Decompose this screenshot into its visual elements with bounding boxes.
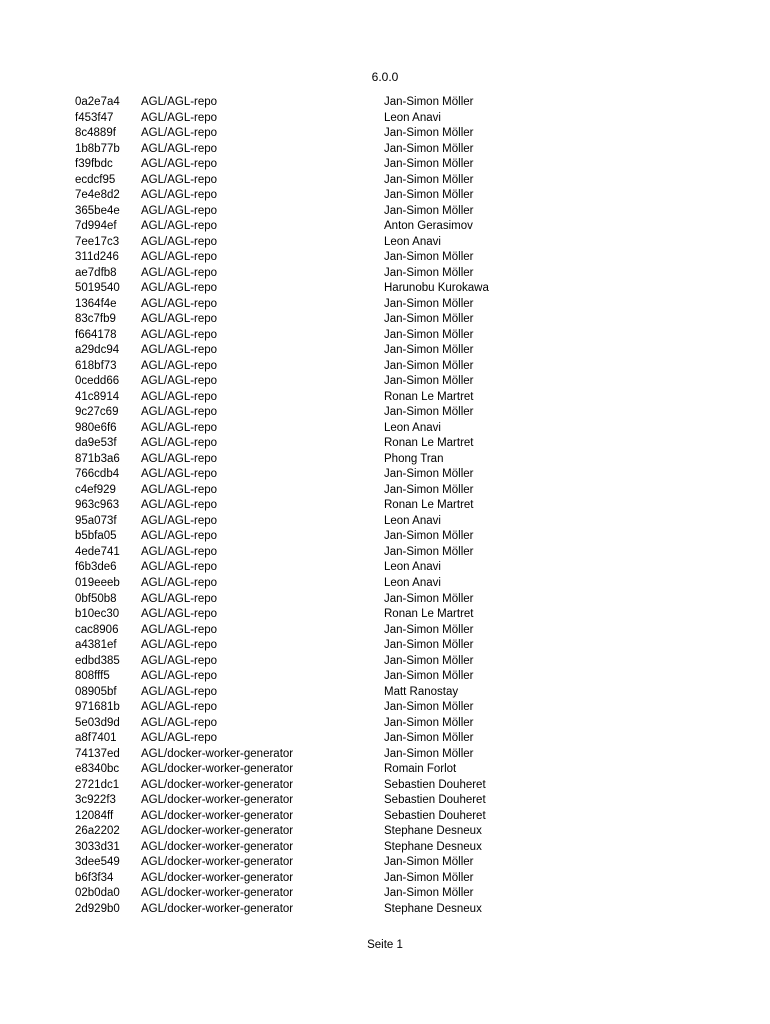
commit-hash: e8340bc [75, 763, 120, 776]
commit-hash: b6f3f34 [75, 871, 114, 884]
author-name: Leon Anavi [384, 514, 441, 527]
author-name: Jan-Simon Möller [384, 592, 474, 605]
version-title: 6.0.0 [371, 70, 399, 84]
commit-hash: edbd385 [75, 654, 120, 667]
commit-hash: 963c963 [75, 499, 120, 512]
author-name: Jan-Simon Möller [384, 468, 474, 481]
author-name: Jan-Simon Möller [384, 173, 474, 186]
author-name: Jan-Simon Möller [384, 127, 474, 140]
repository-name: AGL/AGL-repo [141, 639, 218, 652]
author-name: Anton Gerasimov [384, 220, 473, 233]
commit-hash: 5019540 [75, 282, 120, 295]
repository-name: AGL/AGL-repo [141, 701, 218, 714]
repository-name: AGL/AGL-repo [141, 561, 218, 574]
repository-name: AGL/AGL-repo [141, 204, 218, 217]
repository-name: AGL/AGL-repo [141, 375, 218, 388]
repository-name: AGL/AGL-repo [141, 437, 218, 450]
repository-name: AGL/AGL-repo [141, 266, 218, 279]
commit-hash: 0cedd66 [75, 375, 120, 388]
repository-name: AGL/AGL-repo [141, 670, 218, 683]
repository-name: AGL/AGL-repo [141, 468, 218, 481]
commit-hash: cac8906 [75, 623, 119, 636]
author-name: Jan-Simon Möller [384, 887, 474, 900]
author-name: Ronan Le Martret [384, 608, 474, 621]
repository-name: AGL/AGL-repo [141, 235, 218, 248]
commit-hash: 980e6f6 [75, 421, 117, 434]
commit-hash: 8c4889f [75, 127, 116, 140]
commit-hash: 2d929b0 [75, 902, 120, 915]
repository-name: AGL/docker-worker-generator [141, 809, 294, 822]
author-name: Leon Anavi [384, 561, 441, 574]
commit-hash: a8f7401 [75, 732, 117, 745]
author-name: Jan-Simon Möller [384, 297, 474, 310]
author-name: Jan-Simon Möller [384, 344, 474, 357]
commit-hash: 0a2e7a4 [75, 96, 120, 108]
page-number: Seite 1 [367, 939, 403, 951]
author-name: Jan-Simon Möller [384, 856, 474, 869]
author-name: Jan-Simon Möller [384, 530, 474, 543]
commit-hash: 12084ff [75, 809, 114, 822]
commit-hash: 74137ed [75, 747, 120, 760]
repository-name: AGL/AGL-repo [141, 421, 218, 434]
repository-name: AGL/AGL-repo [141, 142, 218, 155]
commit-hash: 08905bf [75, 685, 117, 698]
commit-hash: b5bfa05 [75, 530, 117, 543]
commit-hash: a4381ef [75, 639, 117, 652]
author-name: Jan-Simon Möller [384, 251, 474, 264]
author-name: Sebastien Douheret [384, 794, 486, 807]
author-name: Matt Ranostay [384, 685, 459, 698]
repository-name: AGL/AGL-repo [141, 359, 218, 372]
page-footer [0, 938, 770, 953]
repository-name: AGL/docker-worker-generator [141, 840, 294, 853]
repository-name: AGL/docker-worker-generator [141, 887, 294, 900]
commit-hash: 365be4e [75, 204, 120, 217]
repository-name: AGL/docker-worker-generator [141, 778, 294, 791]
author-name: Jan-Simon Möller [384, 483, 474, 496]
author-name: Jan-Simon Möller [384, 266, 474, 279]
commit-hash: 766cdb4 [75, 468, 120, 481]
repository-name: AGL/AGL-repo [141, 499, 218, 512]
repository-name: AGL/docker-worker-generator [141, 856, 294, 869]
commit-hash: 2721dc1 [75, 778, 120, 791]
author-name: Leon Anavi [384, 421, 441, 434]
commit-hash: da9e53f [75, 437, 117, 450]
repository-name: AGL/AGL-repo [141, 96, 218, 108]
author-name: Jan-Simon Möller [384, 654, 474, 667]
commit-hash: 7ee17c3 [75, 235, 120, 248]
repository-name: AGL/AGL-repo [141, 716, 218, 729]
commit-hash: 971681b [75, 701, 120, 714]
repository-name: AGL/docker-worker-generator [141, 871, 294, 884]
author-name: Sebastien Douheret [384, 778, 486, 791]
repository-name: AGL/AGL-repo [141, 576, 218, 589]
author-name: Jan-Simon Möller [384, 639, 474, 652]
commit-hash: f453f47 [75, 111, 114, 124]
commit-hash: 871b3a6 [75, 452, 120, 465]
author-name: Jan-Simon Möller [384, 96, 474, 108]
repository-name: AGL/AGL-repo [141, 282, 218, 295]
author-name: Jan-Simon Möller [384, 204, 474, 217]
commit-hash: 3c922f3 [75, 794, 116, 807]
commit-hash: 83c7fb9 [75, 313, 116, 326]
author-name: Jan-Simon Möller [384, 716, 474, 729]
repository-name: AGL/AGL-repo [141, 406, 218, 419]
author-name: Jan-Simon Möller [384, 732, 474, 745]
repository-name: AGL/docker-worker-generator [141, 747, 294, 760]
author-name: Leon Anavi [384, 111, 441, 124]
commit-hash: b10ec30 [75, 608, 120, 621]
author-name: Ronan Le Martret [384, 390, 474, 403]
commit-hash: 3dee549 [75, 856, 120, 869]
author-name: Jan-Simon Möller [384, 545, 474, 558]
author-name: Jan-Simon Möller [384, 158, 474, 171]
repository-name: AGL/AGL-repo [141, 313, 218, 326]
commit-hash: 4ede741 [75, 545, 120, 558]
repository-name: AGL/AGL-repo [141, 452, 218, 465]
commit-hash: 41c8914 [75, 390, 120, 403]
author-name: Jan-Simon Möller [384, 142, 474, 155]
commit-hash: a29dc94 [75, 344, 120, 357]
commit-hash: 0bf50b8 [75, 592, 117, 605]
author-name: Jan-Simon Möller [384, 375, 474, 388]
repository-name: AGL/AGL-repo [141, 483, 218, 496]
repository-name: AGL/AGL-repo [141, 608, 218, 621]
author-name: Jan-Simon Möller [384, 747, 474, 760]
author-name: Leon Anavi [384, 235, 441, 248]
commit-hash: 5e03d9d [75, 716, 120, 729]
author-name: Sebastien Douheret [384, 809, 486, 822]
commit-hash: f6b3de6 [75, 561, 117, 574]
author-name: Jan-Simon Möller [384, 189, 474, 202]
commit-hash: 7d994ef [75, 220, 117, 233]
author-name: Harunobu Kurokawa [384, 282, 489, 295]
commit-hash: c4ef929 [75, 483, 116, 496]
repository-name: AGL/AGL-repo [141, 297, 218, 310]
page-header [0, 70, 770, 85]
repository-name: AGL/AGL-repo [141, 127, 218, 140]
repository-name: AGL/AGL-repo [141, 592, 218, 605]
commit-hash: 3033d31 [75, 840, 120, 853]
repository-name: AGL/AGL-repo [141, 654, 218, 667]
commit-hash: 1b8b77b [75, 142, 120, 155]
repository-name: AGL/AGL-repo [141, 173, 218, 186]
author-name: Jan-Simon Möller [384, 328, 474, 341]
repository-name: AGL/AGL-repo [141, 390, 218, 403]
repository-name: AGL/AGL-repo [141, 732, 218, 745]
repository-name: AGL/AGL-repo [141, 545, 218, 558]
commit-hash: 808fff5 [75, 670, 110, 683]
repository-name: AGL/docker-worker-generator [141, 825, 294, 838]
repository-name: AGL/AGL-repo [141, 685, 218, 698]
repository-name: AGL/AGL-repo [141, 530, 218, 543]
commit-hash: 311d246 [75, 251, 119, 264]
author-name: Jan-Simon Möller [384, 871, 474, 884]
repository-name: AGL/AGL-repo [141, 514, 218, 527]
author-name: Jan-Simon Möller [384, 406, 474, 419]
commit-hash: 7e4e8d2 [75, 189, 120, 202]
author-name: Stephane Desneux [384, 902, 482, 915]
author-name: Stephane Desneux [384, 840, 482, 853]
repository-name: AGL/AGL-repo [141, 623, 218, 636]
repository-name: AGL/AGL-repo [141, 189, 218, 202]
author-name: Stephane Desneux [384, 825, 482, 838]
repository-name: AGL/AGL-repo [141, 158, 218, 171]
commit-hash: f39fbdc [75, 158, 113, 171]
author-name: Leon Anavi [384, 576, 441, 589]
author-name: Romain Forlot [384, 763, 457, 776]
author-name: Jan-Simon Möller [384, 313, 474, 326]
author-name: Jan-Simon Möller [384, 359, 474, 372]
repository-name: AGL/AGL-repo [141, 344, 218, 357]
commit-hash: 9c27c69 [75, 406, 119, 419]
commit-hash: ae7dfb8 [75, 266, 117, 279]
commit-hash: f664178 [75, 328, 117, 341]
commit-hash: 019eeeb [75, 576, 120, 589]
commit-hash: 26a2202 [75, 825, 120, 838]
repository-name: AGL/AGL-repo [141, 328, 218, 341]
commit-hash: ecdcf95 [75, 173, 116, 186]
author-name: Ronan Le Martret [384, 499, 474, 512]
repository-name: AGL/AGL-repo [141, 251, 218, 264]
commit-hash: 1364f4e [75, 297, 117, 310]
repository-name: AGL/AGL-repo [141, 111, 218, 124]
repository-name: AGL/AGL-repo [141, 220, 218, 233]
repository-name: AGL/docker-worker-generator [141, 794, 294, 807]
author-name: Jan-Simon Möller [384, 701, 474, 714]
commit-hash: 95a073f [75, 514, 117, 527]
author-name: Phong Tran [384, 452, 444, 465]
repository-name: AGL/docker-worker-generator [141, 763, 294, 776]
commit-hash: 618bf73 [75, 359, 117, 372]
author-name: Jan-Simon Möller [384, 623, 474, 636]
commit-hash: 02b0da0 [75, 887, 120, 900]
author-name: Ronan Le Martret [384, 437, 474, 450]
repository-name: AGL/docker-worker-generator [141, 902, 294, 915]
author-name: Jan-Simon Möller [384, 670, 474, 683]
